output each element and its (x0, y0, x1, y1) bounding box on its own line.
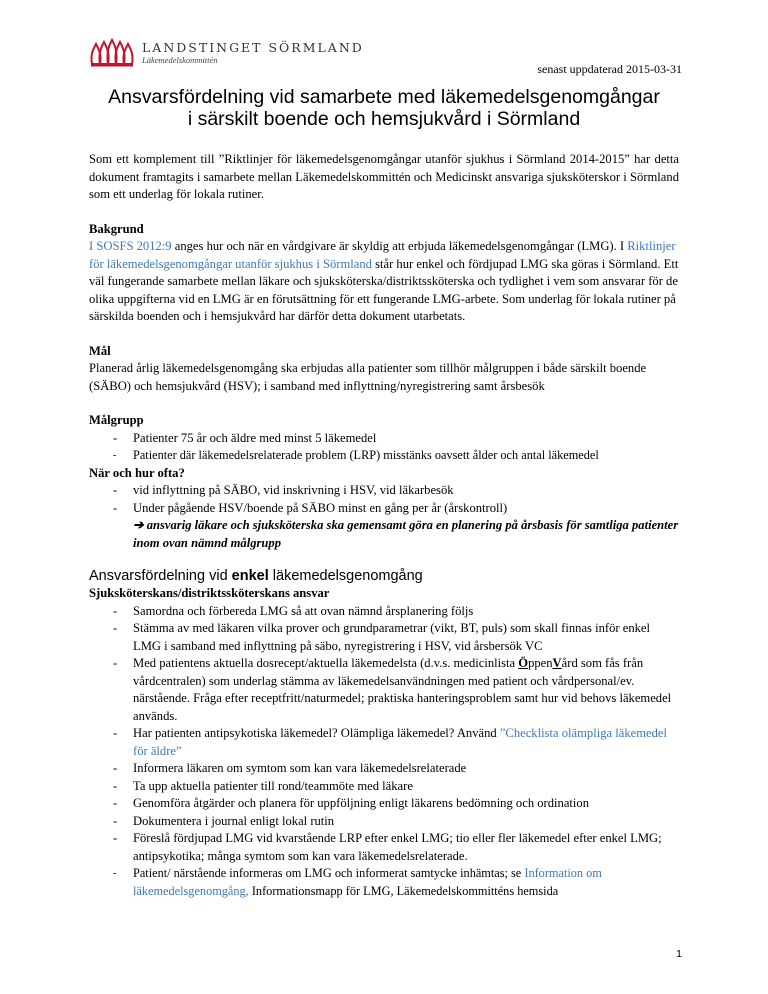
mal-paragraph: Planerad årlig läkemedelsgenomgång ska erbjudas alla patienter som tillhör målgruppen i både särskilt boende (SÄBO) och hemsjukvård (HSV); i samband med inflyttning/nyregistrering samt årsbesök (89, 361, 647, 393)
title-line-2: i särskilt boende och hemsjukvård i Sörmland (187, 108, 581, 130)
list-item: - Med patientens aktuella dosrecept/aktuella läkemedelsta (d.v.s. medicinlista ÖppenVård som fås från vårdcentralen) som underlag stämma av läkemedelsanvändningen med patient och vårdpersonal/ev. närstående. Fråga efter receptfritt/naturmedel; praktiska hanteringsproblem samt hur vid behovs läkemedel används. (113, 656, 672, 723)
heading-ansvarsfordelning: Ansvarsfördelning vid enkel läkemedelsgenomgång (89, 568, 423, 584)
list-item: - vid inflyttning på SÄBO, vid inskrivning i HSV, vid läkarbesök (113, 483, 454, 497)
crown-logo-icon (88, 38, 136, 68)
list-item: - Stämma av med läkaren vilka prover och grundparametrar (vikt, BT, puls) som skall finnas inför enkel LMG i samband med inflyttning på säbo, nyregistrering i HSV, vid årsbersök VC (113, 621, 651, 653)
bakgrund-text-2: står hur enkel och fördjupad LMG ska göras i Sörmland. Ett väl fungerande samarbete mellan läkare och sjuksköterska/distriktssköterska och tydlighet i vem som ansvarar för de olika uppgifterna vid en LMG är en förutsättning för ett fungerande LMG-arbete. Som underlag för lokala rutiner på särskilda boenden och i hemsjukvård har därför detta dokument utarbetats. (89, 256, 679, 323)
list-item: - Under pågående HSV/boende på SÄBO minst en gång per år (årskontroll) (113, 500, 508, 515)
heading-bakgrund: Bakgrund (89, 221, 144, 236)
list-item: - Informera läkaren om symtom som kan vara läkemedelsrelaterade (113, 761, 467, 775)
arrow-icon: ➔ (133, 518, 144, 532)
checklista-link[interactable]: ”Checklista olämpliga läkemedel för äldre” (133, 726, 667, 758)
list-item: - Patienter 75 år och äldre med minst 5 läkemedel (113, 430, 377, 445)
list-item: - Samordna och förbereda LMG så att ovan nämnd årsplanering följs (113, 603, 474, 618)
sosfs-link[interactable]: I SOSFS 2012:9 (89, 239, 172, 253)
heading-malgrupp: Målgrupp (89, 413, 144, 427)
malgrupp-list (89, 430, 679, 465)
list-item: - Dokumentera i journal enligt lokal rutin (113, 813, 335, 828)
list-item: - Genomföra åtgärder och planera för uppföljning enligt läkarens bedömning och ordination (113, 796, 590, 810)
ansvar-list (89, 603, 679, 901)
logo (88, 38, 364, 68)
nar-list (89, 482, 679, 517)
list-item: - Patient/ närstående informeras om LMG och informerat samtycke inhämtas; se Information om läkemedelsgenomgång, Informationsmapp för LMG, Läkemedelskommitténs hemsida (113, 866, 602, 898)
riktlinjer-link[interactable]: Riktlinjer för läkemedelsgenomgångar utanför sjukhus i Sörmland (89, 239, 676, 271)
list-item: - Patienter där läkemedelsrelaterade problem (LRP) misstänks oavsett ålder och antal läkemedel (113, 448, 599, 462)
bakgrund-paragraph (89, 238, 679, 326)
section-bakgrund (89, 221, 679, 326)
heading-nar-och-hur-ofta: När och hur ofta? (89, 465, 185, 480)
section-malgrupp (89, 412, 679, 552)
planning-note: ➔ ansvarig läkare och sjuksköterska ska gemensamt göra en planering på årsbasis för samtliga patienter inom ovan nämnd målgrupp (133, 518, 679, 550)
subheading-sjukskoterska-ansvar: Sjuksköterskans/distriktssköterskans ansvar (89, 586, 330, 600)
list-item: - Ta upp aktuella patienter till rond/teammöte med läkare (113, 778, 413, 793)
title-line-1: Ansvarsfördelning vid samarbete med läkemedelsgenomgångar (108, 86, 660, 108)
document-title (60, 86, 708, 130)
intro-paragraph: Som ett komplement till ”Riktlinjer för läkemedelsgenomgångar utanför sjukhus i Sörmland 2014-2015” har detta dokument framtagits i samarbete mellan Läkemedelskommittén och Medicinskt ansvariga sjuksköterskor i Sörmland som ett underlag för lokala rutiner. (89, 152, 679, 201)
document-body (89, 151, 679, 900)
logo-subtitle: Läkemedelskommittén (142, 54, 218, 65)
list-item: - Föreslå fördjupad LMG vid kvarstående LRP efter enkel LMG; tio eller fler läkemedel efter enkel LMG; antipsykotika; många symtom som kan vara läkemedelsrelaterade. (113, 831, 662, 863)
section-ansvar (89, 567, 679, 900)
information-lmg-link[interactable]: Information om läkemedelsgenomgång, (133, 866, 602, 898)
page-number: 1 (676, 948, 682, 960)
list-item: - Har patienten antipsykotiska läkemedel? Olämpliga läkemedel? Använd ”Checklista olämpliga läkemedel för äldre” (113, 726, 667, 758)
logo-organization: LANDSTINGET SÖRMLAND (142, 40, 364, 55)
heading-mal: Mål (89, 343, 111, 358)
section-mal (89, 343, 679, 396)
last-updated: senast uppdaterad 2015-03-31 (537, 62, 682, 76)
bakgrund-text-1: anges hur och när en vårdgivare är skyldig att erbjuda läkemedelsgenomgångar (LMG). I (171, 239, 628, 253)
